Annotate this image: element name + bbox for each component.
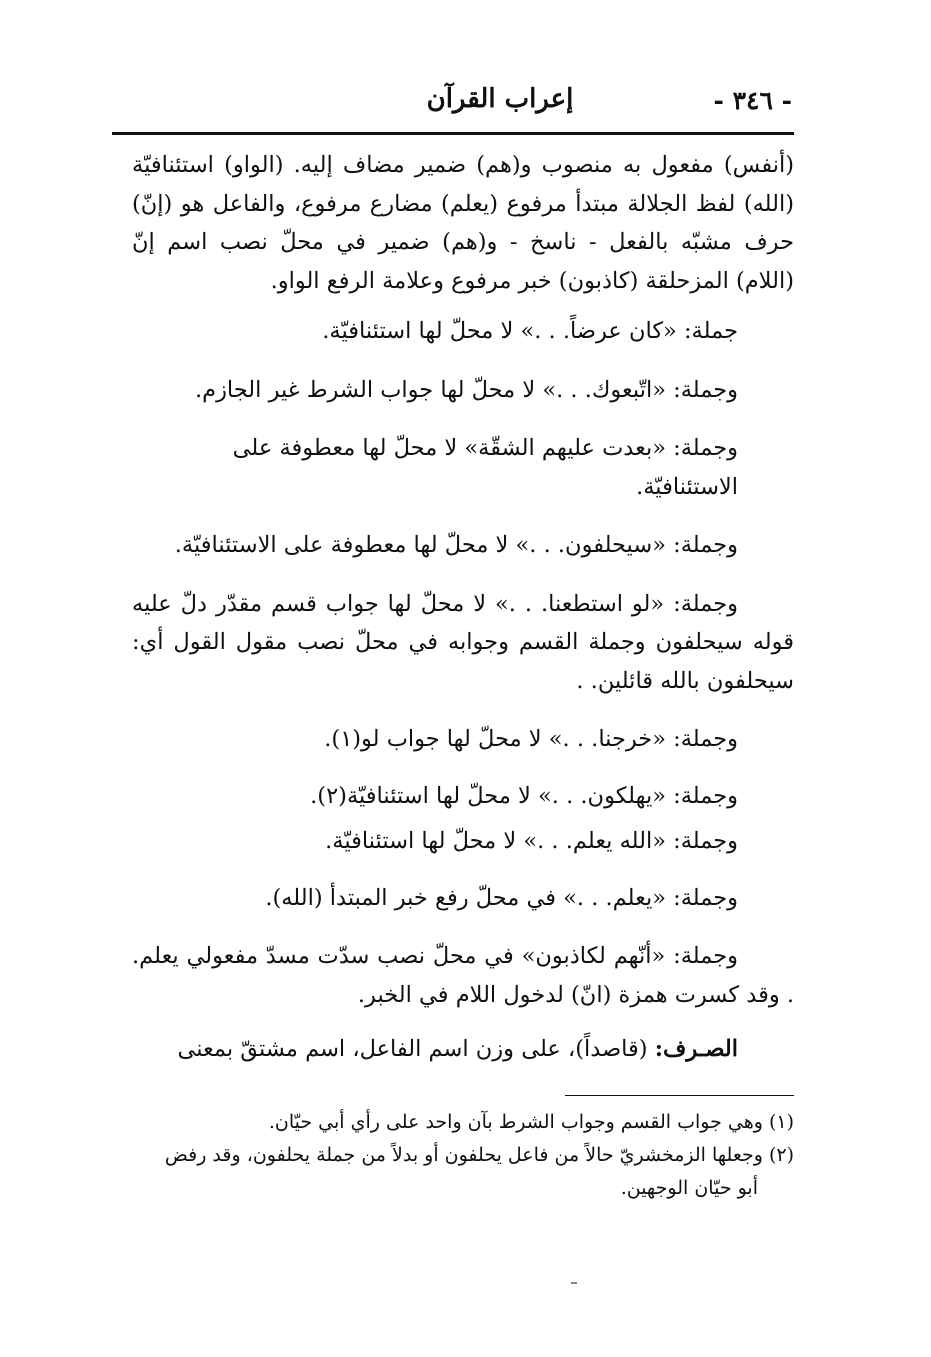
page-header (112, 82, 794, 126)
morphology-label: الصـرف: (654, 1036, 738, 1062)
header-rule (112, 132, 794, 135)
sentence-analysis-2: وجملة: «اتّبعوك. . .» لا محلّ لها جواب الشرط غير الجازم. (194, 376, 738, 403)
footnote-1: (١) وهي جواب القسم وجواب الشرط بآن واحد على رأي أبي حيّان. (268, 1111, 794, 1133)
sentence-analysis-4: وجملة: «سيحلفون. . .» لا محلّ لها معطوفة على الاستئنافيّة. (174, 532, 738, 558)
page-number: - ٣٤٦ - (713, 86, 792, 115)
morphology-text: (قاصداً)، على وزن اسم الفاعل، اسم مشتقّ بمعنى (177, 1036, 648, 1062)
footnote-2: (٢) وجعلها الزمخشريّ حالاً من فاعل يحلفون أو بدلاً من جملة يحلفون، وقد رفض (164, 1144, 794, 1166)
footnote-2-continuation: أبو حيّان الوجهين. (620, 1177, 758, 1199)
footnote-separator (565, 1095, 794, 1096)
sentence-analysis-last: وجملة: «أنّهم لكاذبون» في محلّ نصب سدّت مسدّ مفعولي يعلم. . وقد كسرت همزة (انّ) لدخول اللام في الخبر. (132, 943, 794, 1008)
main-text (132, 146, 794, 1069)
sentence-analysis-6: وجملة: «يهلكون. . .» لا محلّ لها استئنافيّة(٢). (310, 782, 738, 809)
scan-speck (571, 1282, 577, 1284)
sentence-analysis-1: جملة: «كان عرضاً. . .» لا محلّ لها استئنافيّة. (322, 318, 738, 344)
sentence-analysis-8: وجملة: «يعلم. . .» في محلّ رفع خبر المبتدأ (الله). (265, 884, 738, 911)
sentence-analysis-3: وجملة: «بعدت عليهم الشقّة» لا محلّ لها معطوفة على الاستئنافيّة. (232, 435, 738, 500)
morphology-paragraph (132, 1030, 794, 1069)
footnotes (132, 1106, 794, 1205)
sentence-analysis-7: وجملة: «الله يعلم. . .» لا محلّ لها استئنافيّة. (325, 828, 738, 854)
sentence-analysis-long: وجملة: «لو استطعنا. . .» لا محلّ لها جواب قسم مقدّر دلّ عليه قوله سيحلفون وجملة القسم وجوابه في محلّ نصب مقول القول أي: سيحلفون بالله قائلين. . (132, 590, 794, 694)
running-title: إعراب القرآن (426, 84, 574, 114)
sentence-analysis-5: وجملة: «خرجنا. . .» لا محلّ لها جواب لو(١). (324, 726, 738, 752)
opening-paragraph: (أنفس) مفعول به منصوب و(هم) ضمير مضاف إليه. (الواو) استئنافيّة (الله) لفظ الجلالة مبتدأ مرفوع (يعلم) مضارع مرفوع، والفاعل هو (إنّ) حرف مشبّه بالفعل - ناسخ - و(هم) ضمير في محلّ نصب اسم إنّ (اللام) المزحلقة (كاذبون) خبر مرفوع وعلامة الرفع الواو. (132, 152, 794, 294)
